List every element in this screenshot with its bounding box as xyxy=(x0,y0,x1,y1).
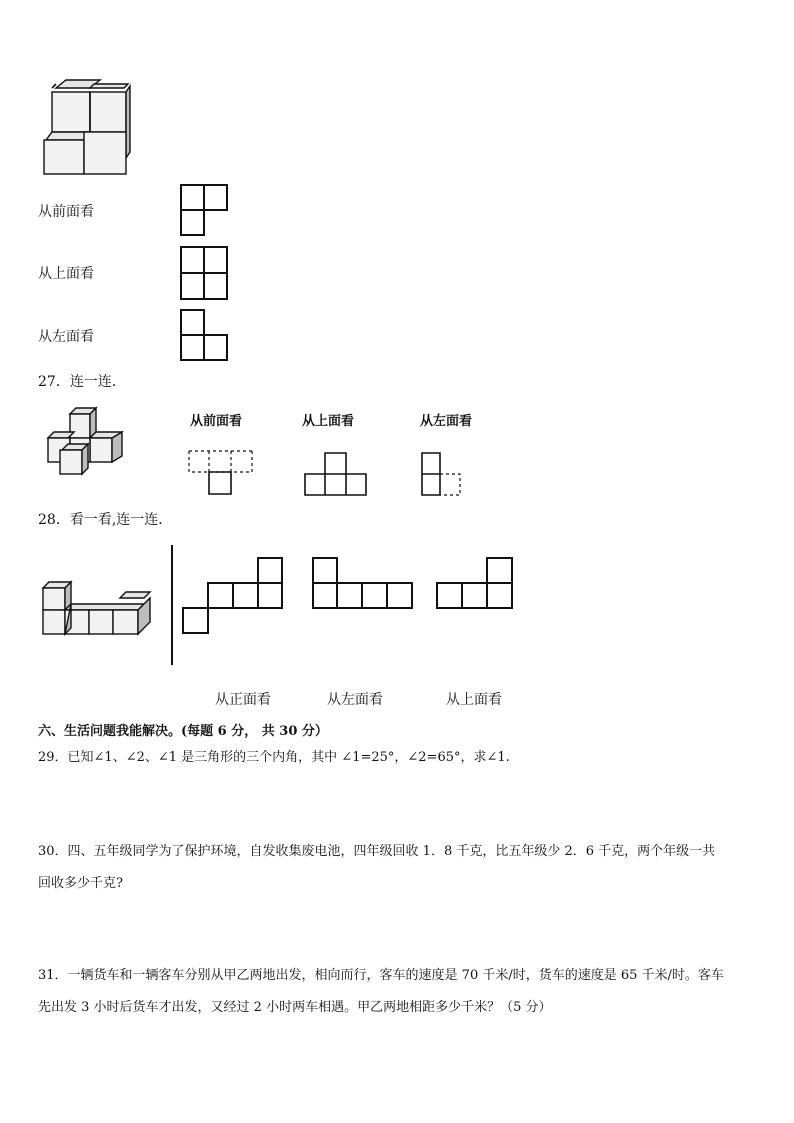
q27-title: 27．连一连． xyxy=(38,374,126,390)
q30-line-1: 30．四、五年级同学为了保护环境，自发收集废电池，四年级回收 1．8 千克，比五年级少 2．6 千克，两个年级一共 xyxy=(38,844,716,859)
q28-view-1 xyxy=(182,557,286,637)
q26-top-label: 从上面看 xyxy=(38,266,94,282)
q31-line-1: 31．一辆货车和一辆客车分别从甲乙两地出发，相向而行，客车的速度是 70 千米/时，货车的速度是 65 千米/时。客车 xyxy=(38,968,724,983)
q28-title: 28．看一看,连一连． xyxy=(38,512,173,528)
q28-label-left: 从左面看 xyxy=(327,692,383,708)
q27-view-c xyxy=(420,452,466,498)
q27-view-a xyxy=(188,450,254,498)
q27-view-b xyxy=(304,452,368,498)
q30-line-2: 回收多少千克? xyxy=(38,876,123,891)
q27-header-left: 从左面看 xyxy=(420,414,473,429)
q28-solid-figure xyxy=(40,578,156,638)
q29-text: 29．已知∠1、∠2、∠1 是三角形的三个内角，其中 ∠1=25°，∠2=65°，求∠1. xyxy=(38,750,510,765)
q27-solid-figure xyxy=(44,404,134,476)
q26-solid-figure xyxy=(38,80,138,180)
q26-front-label: 从前面看 xyxy=(38,204,94,220)
q26-top-view-grid xyxy=(180,246,230,302)
q28-label-top: 从上面看 xyxy=(446,692,502,708)
q27-header-top: 从上面看 xyxy=(302,414,355,429)
q26-left-view-grid xyxy=(180,309,230,363)
q26-front-view-grid xyxy=(180,184,230,238)
q26-left-label: 从左面看 xyxy=(38,329,94,345)
q28-view-3 xyxy=(436,557,516,613)
q28-view-2 xyxy=(312,557,416,613)
q28-divider xyxy=(171,545,173,665)
section-6-heading: 六、生活问题我能解决。(每题 6 分， 共 30 分） xyxy=(38,724,328,739)
q27-header-front: 从前面看 xyxy=(190,414,243,429)
q31-line-2: 先出发 3 小时后货车才出发，又经过 2 小时两车相遇。甲乙两地相距多少千米？（5 分） xyxy=(38,1000,552,1015)
q28-label-front: 从正面看 xyxy=(215,692,271,708)
